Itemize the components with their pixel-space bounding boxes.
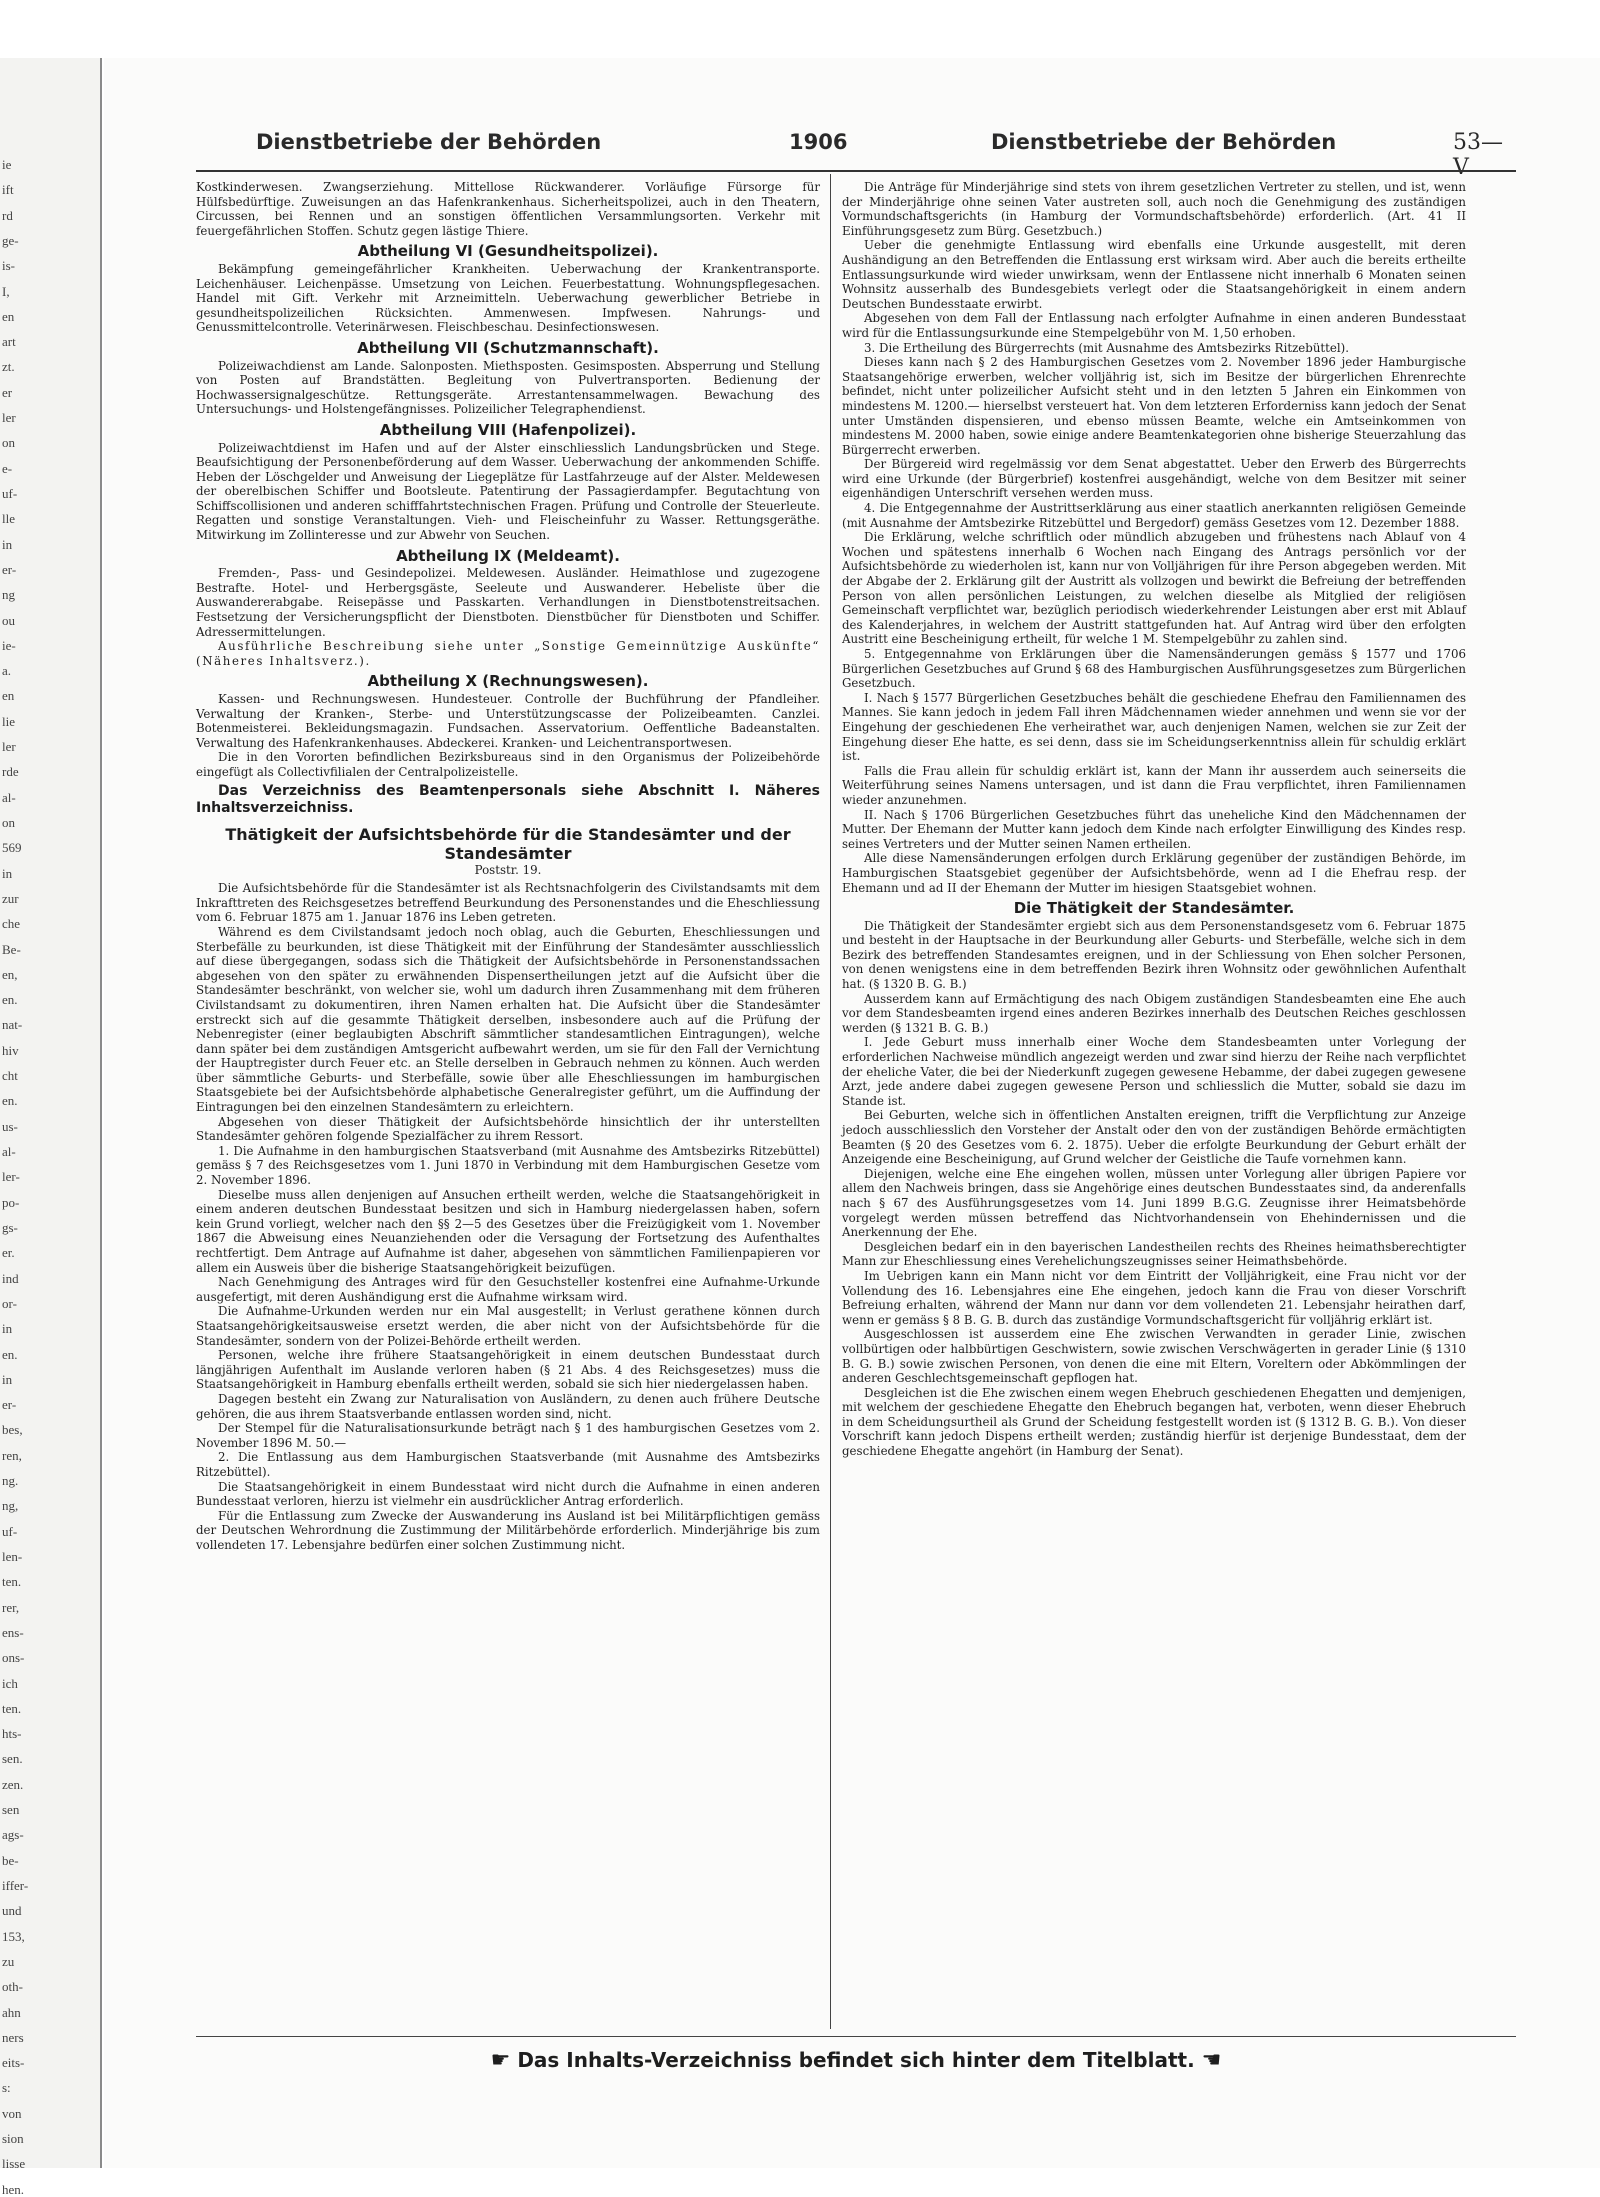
paragraph: Alle diese Namensänderungen erfolgen durch Erklärung gegenüber der zuständigen Behörde, im Hamburgischen Staatsgebiet gegenüber der Aufsichtsbehörde, wenn ad I die Ehefrau resp. der Ehemann und ad II der Ehemann der Mutter im hiesigen Staatsgebiet wohnen. — [842, 851, 1466, 895]
paragraph: Der Stempel für die Naturalisationsurkunde beträgt nach § 1 des hamburgischen Gesetzes vom 2. November 1896 M. 50.— — [196, 1421, 820, 1450]
prev-page-text-fragment: ten. — [2, 1574, 22, 1590]
prev-page-text-fragment: er- — [2, 1397, 17, 1413]
cross-reference: Ausführliche Beschreibung siehe unter „Sonstige Gemeinnützige Auskünfte“ (Näheres Inhaltsverz.). — [196, 639, 820, 668]
document-page — [196, 118, 1516, 2078]
section-heading-standesaemter: Die Thätigkeit der Standesämter. — [1013, 899, 1295, 918]
paragraph: Dagegen besteht ein Zwang zur Naturalisation von Ausländern, zu denen auch frühere Deutsche gehören, die aus ihrem Staatsverbande entlassen worden sind, nicht. — [196, 1391, 820, 1421]
paragraph: Desgleichen bedarf ein in den bayerischen Landestheilen rechts des Rheines heimathsberechtigter Mann zur Eheschliessung eines Verehelichungszeugnisses seiner Heimathsbehörde. — [842, 1239, 1466, 1269]
paragraph: Die Aufsichtsbehörde für die Standesämter ist als Rechtsnachfolgerin des Civilstandsamts mit dem Inkrafttreten des Reichsgesetzes betreffend Beurkundung des Personenstandes und die Eheschliessung vom 6. Februar 1875 am 1. Januar 1876 ins Leben getreten. — [196, 881, 820, 925]
paragraph: Ausserdem kann auf Ermächtigung des nach Obigem zuständigen Standesbeamten eine Ehe auch vor dem Standesbeamten irgend eines anderen Bezirkes innerhalb des Deutschen Reiches geschlossen werden (§ 1321 B. G. B.) — [842, 991, 1466, 1035]
footer-notice — [196, 2048, 1516, 2073]
paragraph: Desgleichen ist die Ehe zwischen einem wegen Ehebruch geschiedenen Ehegatten und demjenigen, mit welchem der geschiedene Ehegatte den Ehebruch begangen hat, verboten, wenn dieser Ehebruch in dem Scheidungsurtheil als Grund der Scheidung festgestellt worden ist (§ 1312 B. G. B.). Von dieser Vorschrift kann jedoch Dispens ertheilt werden; zuständig hierfür ist derjenige Bundesstaat, dem der geschiedene Ehegatte angehört (in Hamburg der Senat). — [842, 1385, 1466, 1459]
prev-page-text-fragment: uf- — [2, 486, 18, 501]
prev-page-text-fragment: er- — [2, 561, 17, 577]
prev-page-text-fragment: us- — [2, 1118, 18, 1134]
pointing-hand-left-icon: ☚ — [1201, 2048, 1222, 2073]
paragraph: Bei Geburten, welche sich in öffentlichen Anstalten ereignen, trifft die Verpflichtung zur Anzeige jedoch ausschliesslich den Vorsteher der Anstalt oder den von der zuständigen Behörde ermächtigten Beamten (§ 20 des Gesetzes vom 6. 2. 1875). Ueber die erfolgte Beurkundung der Geburt erhält der Anzeigende eine Bescheinigung, auf Grund welcher der Geistliche die Taufe vornehmen kann. — [842, 1108, 1466, 1167]
header-left-title: Dienstbetriebe der Behörden — [256, 130, 602, 154]
prev-page-text-fragment: iffer- — [2, 1877, 29, 1893]
prev-page-text-fragment: ler — [2, 739, 16, 755]
section-heading-abt10: Abtheilung X (Rechnungswesen). — [367, 672, 649, 691]
previous-page-edge — [0, 58, 102, 2197]
prev-page-text-fragment: lisse — [2, 2156, 26, 2172]
prev-page-text-fragment: hts- — [2, 1726, 22, 1742]
section-heading-abt9: Abtheilung IX (Meldeamt). — [396, 546, 620, 565]
prev-page-text-fragment: ten. — [2, 1700, 22, 1716]
address-line: Poststr. 19. — [474, 862, 542, 877]
prev-page-text-fragment: al- — [2, 1144, 16, 1160]
prev-page-text-fragment: be- — [2, 1852, 19, 1868]
paragraph: Nach Genehmigung des Antrages wird für den Gesuchsteller kostenfrei eine Aufnahme-Urkunde ausgefertigt, mit deren Aushändigung erst die Aufnahme wirksam wird. — [196, 1275, 820, 1304]
paragraph: Die Staatsangehörigkeit in einem Bundesstaat wird nicht durch die Aufnahme in einen anderen Bundesstaat verloren, hierzu ist vielmehr ein ausdrücklicher Antrag erforderlich. — [196, 1479, 820, 1509]
prev-page-text-fragment: I, — [2, 283, 10, 299]
paragraph: 4. Die Entgegennahme der Austrittserklärung aus einer staatlich anerkannten religiösen Gemeinde (mit Ausnahme der Amtsbezirke Ritzebüttel und Bergedorf) gemäss Gesetzes vom 12. Dezember 1888. — [842, 501, 1466, 530]
paragraph: 3. Die Ertheilung des Bürgerrechts (mit Ausnahme des Amtsbezirks Ritzebüttel). — [864, 340, 1350, 355]
prev-page-text-fragment: 569 — [2, 840, 22, 856]
paragraph: Ausgeschlossen ist ausserdem eine Ehe zwischen Verwandten in gerader Linie, zwischen vollbürtigen oder halbbürtigen Geschwistern, sowie zwischen Verschwägerten in gerader Linie (§ 1310 B. G. B.) sowie zwischen Personen, von denen die eine mit Eltern, Voreltern oder Abkömmlingen der anderen Geschlechtsgemeinschaft gepflogen hat. — [842, 1327, 1466, 1386]
header-rule — [196, 170, 1516, 172]
prev-page-text-fragment: von — [2, 2105, 22, 2121]
prev-page-text-fragment: ens- — [2, 1624, 24, 1640]
paragraph: II. Nach § 1706 Bürgerlichen Gesetzbuches führt das uneheliche Kind den Mädchennamen der Mutter. Der Ehemann der Mutter kann jedoch dem Kinde nach erfolgter Einwilligung des Kindes resp. seines Vertreters und der Mutter seinen Namen ertheilen. — [842, 807, 1466, 851]
prev-page-text-fragment: uf- — [2, 1523, 18, 1539]
paragraph: Diejenigen, welche eine Ehe eingehen wollen, müssen unter Vorlegung aller übrigen Papiere vor allem den Nachweis bringen, dass sie Angehörige eines deutschen Bundesstaates sind, da anderenfalls nach § 67 des Ausführungsgesetzes vom 14. Juni 1899 B.G.G. Zeugnisse ihrer Heimatsbehörde vorgelegt werden müssen betreffend das Nichtvorhandensein von Ehehindernissen und die Anerkennung der Ehe. — [842, 1166, 1466, 1240]
paragraph: I. Nach § 1577 Bürgerlichen Gesetzbuches behält die geschiedene Ehefrau den Familiennamen des Mannes. Sie kann jedoch in jedem Fall ihren Mädchennamen wieder annehmen und wenn sie vor der Eingehung der geschiedenen Ehe verheirathet war, auch denjenigen Namen, welchen sie zur Zeit der Eingehung dieser Ehe hatte, es sei denn, dass sie im Scheidungserkenntniss allein für schuldig erklärt ist. — [842, 690, 1466, 764]
header-right-title: Dienstbetriebe der Behörden — [991, 130, 1337, 154]
section-heading-abt6: Abtheilung VI (Gesundheitspolizei). — [357, 242, 659, 261]
header-year: 1906 — [789, 130, 848, 154]
left-column — [196, 180, 820, 2025]
prev-page-text-fragment: er — [2, 384, 13, 400]
pointing-hand-right-icon: ☛ — [490, 2048, 511, 2073]
paragraph: Kassen- und Rechnungswesen. Hundesteuer. Controlle der Buchführung der Pfandleiher. Verwaltung der Kranken-, Sterbe- und Unterstützungscasse der Polizeibeamten. Canzlei. Botenmeisterei. Bekleidungsmagazin. Fundsachen. Asservatorium. Oeffentliche Badeanstalten. Verwaltung des Hafenkrankenhauses. Abdeckerei. Kranken- und Leichentransportwesen. — [196, 692, 820, 750]
paragraph: Für die Entlassung zum Zwecke der Auswanderung ins Ausland ist bei Militärpflichtigen gemäss der Deutschen Wehrordnung die Zustimmung der Militärbehörde erforderlich. Minderjährige bis zum vollendeten 17. Lebensjahre bedürfen einer solchen Zustimmung nicht. — [196, 1508, 820, 1552]
prev-page-text-fragment: al- — [2, 789, 16, 805]
prev-page-text-fragment: rde — [2, 764, 19, 780]
paragraph: 1. Die Aufnahme in den hamburgischen Staatsverband (mit Ausnahme des Amtsbezirks Ritzebüttel) gemäss § 7 des Reichsgesetzes vom 1. Juni 1870 in Verbindung mit dem Hamburgischen Gesetze vom 2. November 1896. — [196, 1143, 820, 1188]
paragraph: I. Jede Geburt muss innerhalb einer Woche dem Standesbeamten unter Vorlegung der erforderlichen Nachweise mündlich angezeigt werden und zwar sind hierzu der Reihe nach verpflichtet der eheliche Vater, die bei der Niederkunft zugegen gewesene Hebamme, der dabei zugegen gewesene Arzt, jede andere dabei zugegen gewesene Person und schliesslich die Mutter, sobald sie dazu im Stande ist. — [842, 1035, 1466, 1108]
paragraph: Falls die Frau allein für schuldig erklärt ist, kann der Mann ihr ausserdem auch seinerseits die Weiterführung seines Namens untersagen, und ist dann die Frau verpflichtet, ihren Familiennamen wieder anzunehmen. — [842, 763, 1466, 807]
paragraph: Polizeiwachdienst am Lande. Salonposten. Miethsposten. Gesimsposten. Absperrung und Stellung von Posten auf Brandstätten. Begleitung von Pulvertransporten. Bedienung der Hochwassersignalgeschütze. Rettungsgeräte. Arrestantensammelwagen. Bewachung des Untersuchungs- und Holstengefängnisses. Polizeilicher Telegraphendienst. — [196, 358, 820, 417]
prev-page-text-fragment: ags- — [2, 1827, 24, 1843]
prev-page-text-fragment: Be- — [2, 941, 21, 957]
paragraph: Dieses kann nach § 2 des Hamburgischen Gesetzes vom 2. November 1896 jeder Hamburgische Staatsangehörige erwerben, welcher volljährig ist, sich im Besitze der bürgerlichen Ehrenrechte befindet, nicht unter polizeilicher Aufsicht steht und in den letzten 5 Jahren ein Einkommen von mindestens M. 1200.— hierselbst versteuert hat. Von dem letzteren Erforderniss kann jedoch der Senat unter Umständen dispensieren, und ebenso müssen Beamte, welche ein Amtseinkommen von mindestens M. 2000 haben, sowie einige andere Beamtenkategorien ohne bisherige Steuerzahlung das Bürgerrecht erwerben. — [842, 355, 1466, 457]
paragraph: Ueber die genehmigte Entlassung wird ebenfalls eine Urkunde ausgestellt, mit deren Aushändigung an den Betreffenden die Entlassung erst wirksam wird. Aber auch die bereits ertheilte Entlassungsurkunde wird wieder unwirksam, wenn der Entlassene nicht innerhalb 6 Monaten seinen Wohnsitz ausserhalb des Bundesgebiets verlegt oder die Staatsangehörigkeit in einem andern Deutschen Bundesstaate erwirbt. — [842, 238, 1466, 311]
prev-page-text-fragment: ahn — [2, 2004, 21, 2020]
prev-page-text-fragment: e- — [2, 460, 13, 476]
paragraph: Personen, welche ihre frühere Staatsangehörigkeit in einem deutschen Bundesstaat durch längjährigen Aufenthalt im Auslande verloren haben (§ 21 Abs. 4 des Reichsgesetzes) muss die Staatsangehörigkeit in Hamburg ebenfalls ertheilt werden, sobald sie sich hier niedergelassen haben. — [196, 1348, 820, 1392]
prev-page-text-fragment: en. — [2, 1346, 18, 1362]
prev-page-text-fragment: lle — [2, 511, 15, 527]
column-divider — [830, 174, 831, 2029]
prev-page-text-fragment: art — [2, 334, 16, 350]
prev-page-text-fragment: ie — [2, 157, 12, 172]
prev-page-text-fragment: is- — [2, 258, 15, 274]
paragraph: Der Bürgereid wird regelmässig vor dem Senat abgestattet. Ueber den Erwerb des Bürgerrechts wird eine Urkunde (der Bürgerbrief) kostenfrei ausgehändigt, welche von dem Besitzer mit seiner eigenhändigen Unterschrift versehen werden muss. — [842, 457, 1466, 501]
prev-page-text-fragment: ie- — [2, 637, 16, 653]
prev-page-text-fragment: und — [2, 1903, 22, 1919]
paragraph: Die Anträge für Minderjährige sind stets von ihrem gesetzlichen Vertreter zu stellen, und ist, wenn der Minderjährige ohne seinen Vater austreten soll, auch noch die Genehmigung des zuständigen Vormundschaftsgerichts (in Hamburg der Vormundschaftsbehörde) erforderlich. (Art. 41 II Einführungsgesetz zum Bürg. Gesetzbuch.) — [842, 180, 1466, 238]
paragraph: Die Erklärung, welche schriftlich oder mündlich abzugeben und frühestens nach Ablauf von 4 Wochen und spätestens innerhalb 6 Wochen nach Eingang des Antrags persönlich vor der Aufsichtsbehörde zu wiederholen ist, kann nur von Volljährigen für ihre Person abgegeben werden. Mit der Abgabe der 2. Erklärung gilt der Austritt als vollzogen und bewirkt die Befreiung der betreffenden Person von allen persönlichen Leistungen, zu welchen dieselbe als Mitglied der religiösen Gemeinschaft verpflichtet war, bezüglich periodisch wiederkehrender Leistungen aber erst mit Ablauf des Kalenderjahres, in welchem der Austritt stattgefunden hat. Auf Antrag wird über den erfolgten Austritt eine Bescheinigung ertheilt, für welche 1 M. Stempelgebühr zu zahlen sind. — [842, 530, 1466, 647]
prev-page-text-fragment: en, — [2, 966, 18, 982]
prev-page-text-fragment: len- — [2, 1548, 23, 1564]
paragraph: 2. Die Entlassung aus dem Hamburgischen Staatsverbande (mit Ausnahme des Amtsbezirks Ritzebüttel). — [196, 1450, 820, 1479]
paragraph: Kostkinderwesen. Zwangserziehung. Mittellose Rückwanderer. Vorläufige Fürsorge für Hülfsbedürftige. Zuweisungen an das Hafenkrankenhaus. Sicherheitspolizei, auch in den Theatern, Circussen, bei Rennen und an sonstigen öffentlichen Versammlungsorten. Verkehr mit feuergefährlichen Stoffen. Schutz gegen lästige Thiere. — [196, 180, 820, 238]
prev-page-text-fragment: 153, — [2, 1928, 25, 1944]
paragraph: Polizeiwachtdienst im Hafen und auf der Alster einschliesslich Landungsbrücken und Stege. Beaufsichtigung der Personenbeförderung auf dem Wasser. Ueberwachung der ankommenden Schiffe. Heben der Löschgelder und Anweisung der Liegeplätze für Lastfahrzeuge auf der Alster. Meldewesen der oberelbischen Schiffer und Bootsleute. Patentirung der Passagierdampfer. Begutachtung von Schiffscollisionen und anderen schifffahrtstechnischen Fragen. Prüfung und Controlle der Steuerleute. Regatten und sonstige Veranstaltungen. Vieh- und Fleischeinfuhr zu Wasser. Rettungsgeräthe. Mitwirkung im Zollinteresse und zur Abwehr von Seuchen. — [196, 440, 820, 543]
prev-page-text-fragment: ich — [2, 1675, 18, 1691]
prev-page-text-fragment: ons- — [2, 1650, 25, 1666]
prev-page-text-fragment: en. — [2, 1093, 18, 1109]
running-header — [196, 118, 1516, 180]
prev-page-text-fragment: rer, — [2, 1599, 20, 1615]
prev-page-text-fragment: po- — [2, 1194, 20, 1210]
prev-page-text-fragment: zur — [2, 890, 19, 906]
prev-page-text-fragment: in — [2, 865, 13, 881]
prev-page-text-fragment: ler- — [2, 1169, 20, 1185]
prev-page-text-fragment: a. — [2, 663, 12, 679]
prev-page-text-fragment: eits- — [2, 2055, 25, 2071]
prev-page-text-fragment: zen. — [2, 1776, 24, 1792]
prev-page-text-fragment: en — [2, 308, 15, 324]
prev-page-text-fragment: lie — [2, 713, 15, 729]
paragraph: Die in den Vororten befindlichen Bezirksbureaus sind in den Organismus der Polizeibehörde eingefügt als Collectivfilialen der Centralpolizeistelle. — [196, 750, 820, 779]
prev-page-text-fragment: en. — [2, 992, 18, 1008]
paragraph: Im Uebrigen kann ein Mann nicht vor dem Eintritt der Volljährigkeit, eine Frau nicht vor der Vollendung des 16. Lebensjahres eine Ehe eingehen, jedoch kann die Frau von dieser Vorschrift Befreiung erhalten, während der Mann nur dann vor dem vollendeten 21. Lebensjahr heirathen darf, wenn er gemäss § 8 B. G. B. durch das zuständige Vormundschaftsgericht für volljährig erklärt ist. — [842, 1268, 1466, 1327]
beamten-note: Das Verzeichniss des Beamtenpersonals siehe Abschnitt I. Näheres Inhaltsverzeichniss. — [196, 782, 820, 816]
prev-page-text-fragment: hen. — [2, 2181, 25, 2197]
page-number: 53—V — [1453, 130, 1503, 180]
prev-page-text-fragment: ou — [2, 612, 15, 628]
prev-page-text-fragment: on — [2, 435, 15, 451]
prev-page-text-fragment: bes, — [2, 1422, 23, 1438]
prev-page-text-fragment: rd — [2, 207, 13, 223]
paragraph: Bekämpfung gemeingefährlicher Krankheiten. Ueberwachung der Krankentransporte. Leichenhäuser. Leichenpässe. Umsetzung von Leichen. Feuerbestattung. Wohnungspflegesachen. Handel mit Gift. Verkehr mit Arzneimitteln. Ueberwachung gewerblicher Betriebe in gesundheitspolizeilichen Rücksichten. Ammenwesen. Impfwesen. Nahrungs- und Genussmittelcontrolle. Veterinärwesen. Fleischbeschau. Desinfectionswesen. — [196, 261, 820, 335]
prev-page-text-fragment: ift — [2, 182, 14, 198]
prev-page-text-fragment: s: — [2, 2080, 11, 2096]
paragraph: Abgesehen von dem Fall der Entlassung nach erfolgter Aufnahme in einen anderen Bundesstaat wird für die Entlassungsurkunde eine Stempelgebühr von M. 1,50 erhoben. — [842, 311, 1466, 340]
prev-page-text-fragment: zu — [2, 1953, 15, 1969]
prev-page-text-fragment: che — [2, 916, 21, 932]
prev-page-text-fragment: hiv — [2, 1042, 19, 1058]
prev-page-text-fragment: ng, — [2, 1498, 19, 1514]
paragraph: 5. Entgegennahme von Erklärungen über die Namensänderungen gemäss § 1577 und 1706 Bürgerlichen Gesetzbuches auf Grund § 68 des Hamburgischen Ausführungsgesetzes zum Bürgerlichen Gesetzbuch. — [842, 647, 1466, 691]
prev-page-text-fragment: gs- — [2, 1219, 18, 1235]
paragraph: Dieselbe muss allen denjenigen auf Ansuchen ertheilt werden, welche die Staatsangehörigkeit in einem anderen deutschen Bundesstaat besitzen und sich in Hamburg niedergelassen haben, sofern kein Grund vorliegt, welcher nach den §§ 2—5 des Gesetzes über die Freizügigkeit vom 1. November 1867 die Abweisung eines Neuanziehenden oder die Versagung der Fortsetzung des Aufenthaltes rechtfertigt. Dem Antrage auf Aufnahme ist daher, abgesehen von sämmtlichen Familienpapieren vor allem ein Ausweis über die bisherige Staatsangehörigkeit beizufügen. — [196, 1187, 820, 1275]
prev-page-text-fragment: in — [2, 1371, 13, 1387]
paragraph: Fremden-, Pass- und Gesindepolizei. Meldewesen. Ausländer. Heimathlose und zugezogene Bestrafte. Hotel- und Herbergsgäste, Seeleute und Auswanderer. Hebeliste über die Auswandererabgabe. Reisepässe und Passkarten. Verhandlungen in Dienstbotenstreitsachen. Festsetzung der Versicherungspflicht der Dienstboten. Dienstbücher für Dienstboten und Schiffer. Adressermittelungen. — [196, 566, 820, 639]
paragraph: Während es dem Civilstandsamt jedoch noch oblag, auch die Geburten, Eheschliessungen und Sterbefälle zu beurkunden, ist diese Thätigkeit mit der Einführung der Standesämter ausschliesslich auf diese übergegangen, sodass sich die Thätigkeit der Aufsichtsbehörde in Personenstandssachen abgesehen von den später zu erwähnenden Dispensertheilungen jetzt auf die Aufsicht über die Standesämter beschränkt, von welcher sie, wohl um dadurch ihren Zusammenhang mit dem früheren Civilstandsamt zu dokumentiren, ihren Namen erhalten hat. Die Aufsicht über die Standesämter erstreckt sich auf die gesammte Thätigkeit derselben, insbesondere auch auf die Prüfung der Nebenregister (einer beglaubigten Abschrift sämmtlicher standesamtlichen Eintragungen), welche dann später bei dem zuständigen Amtsgericht aufbewahrt werden, um sie für den Fall der Vernichtung der Hauptregister durch Feuer etc. an Stelle derselben in Gebrauch nehmen zu können. Auch werden über sämmtliche Geburts- und Sterbefälle, sowie über alle Eheschliessungen im hamburgischen Staatsgebiete bei der Aufsichtsbehörde alphabetische Generalregister geführt, um die Auffindung der Eintragungen bei den einzelnen Standesämtern zu erleichtern. — [196, 924, 820, 1115]
prev-page-text-fragment: in — [2, 1321, 13, 1337]
prev-page-text-fragment: sen. — [2, 1751, 23, 1767]
prev-page-text-fragment: sion — [2, 2131, 24, 2147]
section-title-aufsicht: Thätigkeit der Aufsichtsbehörde für die Standesämter und der Standesämter — [225, 824, 791, 863]
paragraph: Die Thätigkeit der Standesämter ergiebt sich aus dem Personenstandsgesetz vom 6. Februar 1875 und besteht in der Hauptsache in der Beurkundung aller Geburts- und Sterbefälle, welche sich in dem Bezirk des betreffenden Standesamtes ereignen, und in der Schliessung von Ehen solcher Personen, von denen wenigstens eine in dem betreffenden Bezirk ihren Wohnsitz oder gewöhnlichen Aufenthalt hat. (§ 1320 B. G. B.) — [842, 918, 1466, 992]
prev-page-text-fragment: ng. — [2, 1473, 19, 1489]
right-column — [842, 180, 1466, 2025]
prev-page-text-fragment: cht — [2, 1068, 18, 1084]
prev-page-text-fragment: in — [2, 536, 13, 552]
prev-page-text-fragment: ind — [2, 1270, 19, 1286]
footer-rule — [196, 2036, 1516, 2037]
prev-page-text-fragment: nat- — [2, 1017, 23, 1033]
paragraph: Abgesehen von dieser Thätigkeit der Aufsichtsbehörde hinsichtlich der ihr unterstellten Standesämter gehören folgende Spezialfächer zu ihrem Ressort. — [196, 1114, 820, 1144]
prev-page-text-fragment: er. — [2, 1245, 15, 1261]
prev-page-text-fragment: ren, — [2, 1447, 22, 1463]
section-heading-abt8: Abtheilung VIII (Hafenpolizei). — [379, 420, 637, 439]
prev-page-text-fragment: ler — [2, 410, 16, 426]
prev-page-text-fragment: on — [2, 815, 15, 831]
footer-text: Das Inhalts-Verzeichniss befindet sich hinter dem Titelblatt. — [517, 2048, 1195, 2072]
paragraph: Die Aufnahme-Urkunden werden nur ein Mal ausgestellt; in Verlust gerathene können durch Staatsangehörigkeitsausweise ersetzt werden, die aber nicht von der Aufsichtsbehörde für die Standesämter, sondern von der Polizei-Behörde ertheilt werden. — [196, 1304, 820, 1348]
prev-page-text-fragment: oth- — [2, 1979, 23, 1995]
prev-page-text-fragment: sen — [2, 1802, 20, 1818]
prev-page-text-fragment: ge- — [2, 232, 19, 248]
prev-page-text-fragment: en — [2, 688, 15, 704]
section-heading-abt7: Abtheilung VII (Schutzmannschaft). — [357, 338, 659, 357]
prev-page-text-fragment: or- — [2, 1295, 17, 1311]
prev-page-text-fragment: zt. — [2, 359, 15, 375]
prev-page-text-fragment: ng — [2, 587, 15, 603]
prev-page-text-fragment: ners — [2, 2029, 24, 2045]
